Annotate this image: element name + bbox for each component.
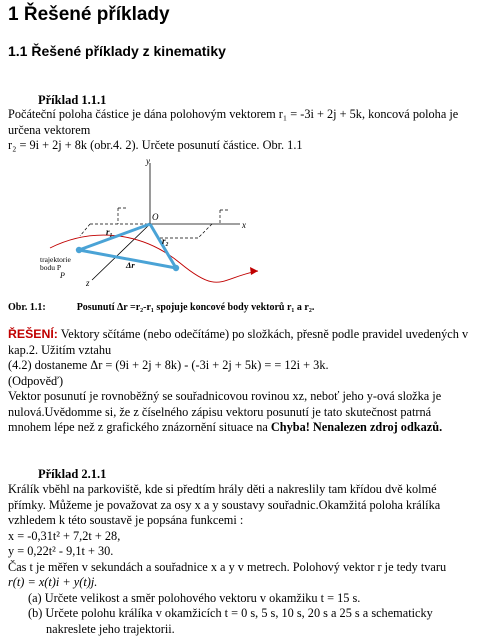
solution-block	[8, 327, 496, 436]
label-r2: r₂	[162, 236, 169, 246]
example-2-item-b-cont: nakreslete jeho trajektorii.	[8, 622, 496, 637]
caption-text: Posunutí Δr =r₂-r₁ spojuje koncové body vektorů r₁ a r₂.	[77, 302, 315, 313]
example-2-line: y = 0,22t² - 9,1t + 30.	[8, 544, 496, 560]
figure-caption	[8, 302, 314, 313]
label-y: y	[145, 158, 150, 166]
caption-label: Obr. 1.1:	[8, 302, 46, 313]
example-2-line: vzhledem k této soustavě je popsána funkcemi :	[8, 513, 496, 529]
solution-line: kap.2. Užitím vztahu	[8, 343, 496, 359]
example-2-line: přímky. Můžeme je považovat za osy x a y soustavy souřadnic.Okamžitá poloha králíka	[8, 498, 496, 514]
label-x: x	[241, 220, 246, 230]
dashed-line	[80, 224, 90, 236]
example-2-line: x = -0,31t² + 7,2t + 28,	[8, 529, 496, 545]
example-2-item-a: (a) Určete velikost a směr polohového vektoru v okamžiku t = 15 s.	[8, 591, 496, 607]
solution-line: (Odpověď)	[8, 374, 496, 390]
label-point-p: P	[59, 271, 65, 280]
example-2-line: Králík vběhl na parkoviště, kde si předtím hrály děti a nakreslily tam křídou dvě kolmé	[8, 482, 496, 498]
label-trajectory-point: bodu P	[40, 263, 61, 272]
trajectory-curve	[50, 235, 258, 282]
example-1-text	[8, 107, 496, 154]
example-2-line: r(t) = x(t)i + y(t)j.	[8, 575, 496, 591]
example-2-line: Čas t je měřen v sekundách a souřadnice x a y v metrech. Polohový vektor r je tedy tvaru	[8, 560, 496, 576]
example-1-line: Počáteční poloha částice je dána polohovým vektorem r₁ = -3i + 2j + 5k, koncová poloha je	[8, 107, 496, 123]
example-1-line: určena vektorem	[8, 123, 496, 139]
example-2-title: Příklad 2.1.1	[38, 467, 106, 482]
example-2-text	[8, 482, 496, 637]
dashed-line	[198, 224, 212, 238]
solution-line: mnohem lépe než z grafického znázornění situace na	[8, 420, 271, 434]
vector-r1	[79, 224, 150, 250]
example-2-item-b: (b) Určete polohu králíka v okamžicích t = 0 s, 5 s, 10 s, 20 s a 25 s a schematicky	[8, 606, 496, 622]
example-1-title: Příklad 1.1.1	[38, 93, 106, 108]
solution-line: Vektory sčítáme (nebo odečítáme) po složkách, přesně podle pravidel uvedených v	[58, 327, 468, 341]
end-point	[173, 265, 179, 271]
solution-line: nulová.Uvědomme si, že z číselného zápisu vektoru posunutí je tato skutečnost patrná	[8, 405, 496, 421]
trajectory-arrow	[250, 267, 258, 275]
broken-reference: Chyba! Nenalezen zdroj odkazů.	[271, 420, 442, 434]
label-z: z	[85, 278, 90, 288]
example-1-line: r₂ = 9i + 2j + 8k (obr.4. 2). Určete posunutí částice. Obr. 1.1	[8, 138, 496, 154]
chapter-heading: 1 Řešené příklady	[8, 4, 170, 26]
solution-line: (4.2) dostaneme Δr = (9i + 2j + 8k) - (-3i + 2j + 5k) = = 12i + 3k.	[8, 358, 496, 374]
label-trajectory: trajektorie	[40, 255, 71, 264]
label-delta-r: Δr	[125, 260, 135, 270]
solution-label: ŘEŠENÍ:	[8, 327, 58, 341]
section-heading: 1.1 Řešené příklady z kinematiky	[8, 43, 226, 59]
label-r1: r₁	[106, 227, 113, 237]
label-origin: O	[152, 212, 159, 222]
z-axis	[92, 224, 150, 280]
start-point	[76, 247, 82, 253]
kinematics-figure	[30, 158, 270, 293]
solution-line: Vektor posunutí je rovnoběžný se souřadnicovou rovinou xz, neboť jeho y-ová složka je	[8, 389, 496, 405]
